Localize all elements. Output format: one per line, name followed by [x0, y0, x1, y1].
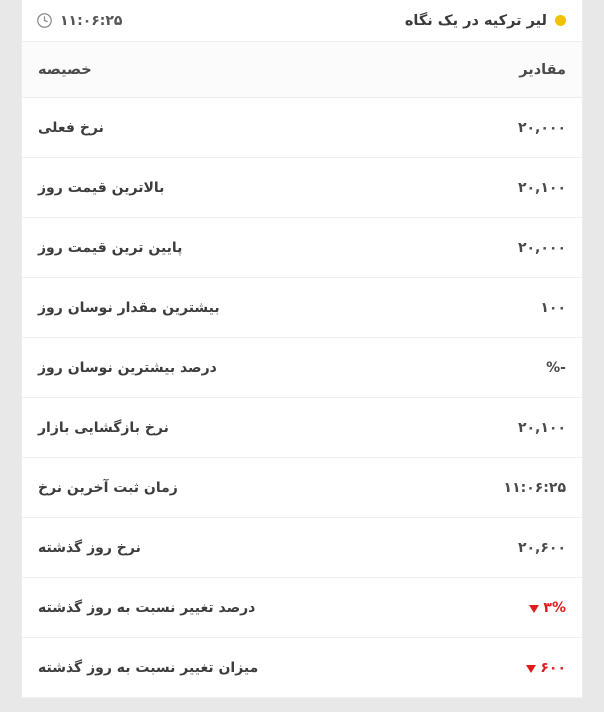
row-value: [356, 660, 566, 676]
row-label: بیشترین مقدار نوسان روز: [38, 299, 220, 316]
row-value: [356, 360, 566, 376]
current-time: ۱۱:۰۶:۲۵: [60, 12, 123, 29]
row-value: [356, 300, 566, 316]
column-header-values: مقادیر: [519, 61, 566, 78]
arrow-down-icon: [529, 605, 539, 613]
row-value-text: ۱۰۰: [540, 299, 566, 316]
table-row: [22, 518, 582, 578]
row-value-text: -%: [546, 359, 566, 376]
page-title: لیر ترکیه در یک نگاه: [404, 12, 547, 29]
clock-icon: [36, 12, 53, 29]
table-body: [22, 98, 582, 698]
row-value-text: ۲۰,۰۰۰: [517, 239, 566, 256]
row-label: درصد تغییر نسبت به روز گذشته: [38, 599, 256, 616]
row-value-text: ۱۱:۰۶:۲۵: [503, 479, 566, 496]
row-value: [356, 240, 566, 256]
header-title-group: [405, 13, 566, 29]
row-label: درصد بیشترین نوسان روز: [38, 359, 217, 376]
column-header-attribute: خصیصه: [38, 61, 92, 78]
table-row: [22, 98, 582, 158]
summary-card: [22, 0, 582, 698]
table-row: [22, 578, 582, 638]
row-label: میزان تغییر نسبت به روز گذشته: [38, 659, 259, 676]
row-label: نرخ روز گذشته: [38, 539, 141, 556]
table-row: [22, 338, 582, 398]
row-value-text: ۲۰,۱۰۰: [517, 419, 566, 436]
row-value-text: ۳%: [543, 599, 566, 616]
row-label: بالاترین قیمت روز: [38, 179, 165, 196]
header-time-group: [36, 12, 122, 29]
row-value-text: ۲۰,۰۰۰: [517, 119, 566, 136]
table-row: [22, 158, 582, 218]
table-row: [22, 398, 582, 458]
table-row: [22, 458, 582, 518]
row-value-text: ۲۰,۱۰۰: [517, 179, 566, 196]
yellow-dot-icon: [555, 15, 566, 26]
row-value-text: ۶۰۰: [540, 659, 566, 676]
row-label: زمان ثبت آخرین نرخ: [38, 479, 178, 496]
table-header-row: [22, 42, 582, 98]
row-label: نرخ فعلی: [38, 119, 104, 136]
row-value: [356, 600, 566, 616]
table-row: [22, 278, 582, 338]
row-value: [356, 480, 566, 496]
row-value: [356, 180, 566, 196]
row-value: [356, 120, 566, 136]
row-value: [356, 420, 566, 436]
row-label: نرخ بازگشایی بازار: [38, 419, 169, 436]
table-row: [22, 638, 582, 698]
row-label: پایین ترین قیمت روز: [38, 239, 183, 256]
table-row: [22, 218, 582, 278]
card-header: [22, 0, 582, 42]
arrow-down-icon: [526, 665, 536, 673]
row-value: [356, 540, 566, 556]
row-value-text: ۲۰,۶۰۰: [517, 539, 566, 556]
